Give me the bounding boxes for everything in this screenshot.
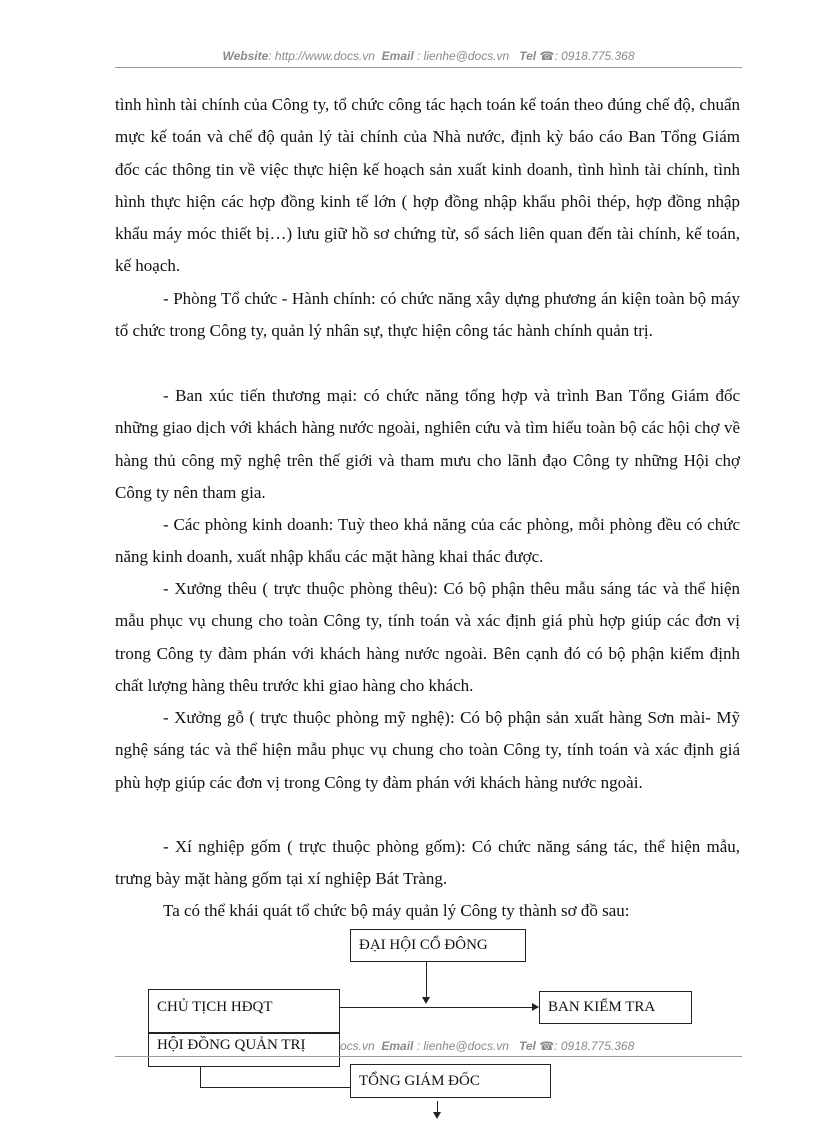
tel-label-repeat: Tel <box>518 1039 536 1053</box>
phone-icon: ☎ <box>539 49 555 63</box>
connector-board-right <box>200 1087 350 1088</box>
paragraph-hr: - Phòng Tổ chức - Hành chính: có chức năng xây dựng phương án kiện toàn bộ máy tổ chức trong Công ty, quản lý nhân sự, thực hiện công tác hành chính quản trị. <box>115 289 740 341</box>
website-value: : http://www.docs.vn <box>268 49 375 63</box>
header-divider-repeat <box>115 1056 742 1057</box>
email-label: Email <box>381 49 414 63</box>
paragraph-embroidery: - Xưởng thêu ( trực thuộc phòng thêu): Có bộ phận thêu mẫu sáng tác và thể hiện mẫu phục vụ chung cho toàn Công ty, tính toán và xác định giá phù hợp giúp các đơn vị trong Công ty đàm phán với khách hàng nước ngoài. Bên cạnh đó có bộ phận kiểm định chất lượng hàng thêu trước khi giao hàng cho khách. <box>115 579 740 695</box>
supervisory-box: BAN KIỂM TRA <box>539 991 692 1024</box>
board-box: HỘI ĐỒNG QUẢN TRỊ <box>148 1033 340 1067</box>
website-value-repeat: ocs.vn <box>340 1039 375 1053</box>
email-label-repeat: Email <box>381 1039 414 1053</box>
header-divider <box>115 67 742 68</box>
arrow-down-icon <box>422 997 430 1004</box>
connector-horizontal <box>340 1007 538 1008</box>
phone-icon: ☎ <box>539 1039 555 1053</box>
email-value: : lienhe@docs.vn <box>417 49 510 63</box>
connector-shareholders-down <box>426 962 427 998</box>
paragraph-trade-promotion: - Ban xúc tiến thương mại: có chức năng tổng hợp và trình Ban Tổng Giám đốc những giao dịch với khách hàng nước ngoài, nghiên cứu và tìm hiểu toàn bộ các hội chợ về hàng thủ công mỹ nghệ trên thế giới và tham mưu cho lãnh đạo Công ty những Hội chợ Công ty nên tham gia. <box>115 386 740 502</box>
paragraph-finance: tình hình tài chính của Công ty, tổ chức công tác hạch toán kế toán theo đúng chế độ, chuẩn mực kế toán và chế độ quản lý tài chính của Nhà nước, định kỳ báo cáo Ban Tổng Giám đốc các thông tin về việc thực hiện kế hoạch sản xuất kinh doanh, tình hình tài chính, tình hình thực hiện các hợp đồng kinh tế lớn ( hợp đồng nhập khẩu phôi thép, hợp đồng nhập khẩu máy móc thiết bị…) lưu giữ hồ sơ chứng từ, sổ sách liên quan đến tài chính, kế toán, kế hoạch. <box>115 95 740 276</box>
paragraph-business-depts: - Các phòng kinh doanh: Tuỳ theo khả năng của các phòng, mỗi phòng đều có chức năng kinh doanh, xuất nhập khẩu các mặt hàng khai thác được. <box>115 515 740 567</box>
ceo-box: TỔNG GIÁM ĐỐC <box>350 1064 551 1098</box>
paragraph-ceramics: - Xí nghiệp gốm ( trực thuộc phòng gốm): Có chức năng sáng tác, thể hiện mẫu, trưng bày mặt hàng gốm tại xí nghiệp Bát Tràng. <box>115 837 740 889</box>
tel-value-repeat: : 0918.775.368 <box>554 1039 635 1053</box>
arrow-down-icon <box>433 1112 441 1119</box>
paragraph-chart-intro: Ta có thể khái quát tổ chức bộ máy quản lý Công ty thành sơ đồ sau: <box>163 901 630 920</box>
arrow-right-icon <box>532 1003 539 1011</box>
page-header-repeat <box>340 1035 742 1057</box>
tel-value: : 0918.775.368 <box>554 49 635 63</box>
shareholders-box: ĐẠI HỘI CỔ ĐÔNG <box>350 929 526 962</box>
chairman-box: CHỦ TỊCH HĐQT <box>148 989 340 1033</box>
paragraph-woodwork: - Xưởng gỗ ( trực thuộc phòng mỹ nghệ): Có bộ phận sản xuất hàng Sơn mài- Mỹ nghệ sáng tác và thể hiện mẫu phục vụ chung cho toàn Công ty, tính toán và xác định giá phù hợp giúp các đơn vị trong Công ty đàm phán với khách hàng nước ngoài. <box>115 708 740 792</box>
page-header <box>115 45 742 67</box>
email-value-repeat: : lienhe@docs.vn <box>416 1039 509 1053</box>
tel-label: Tel <box>519 49 537 63</box>
connector-board-down <box>200 1067 201 1087</box>
website-label: Website <box>222 49 269 63</box>
